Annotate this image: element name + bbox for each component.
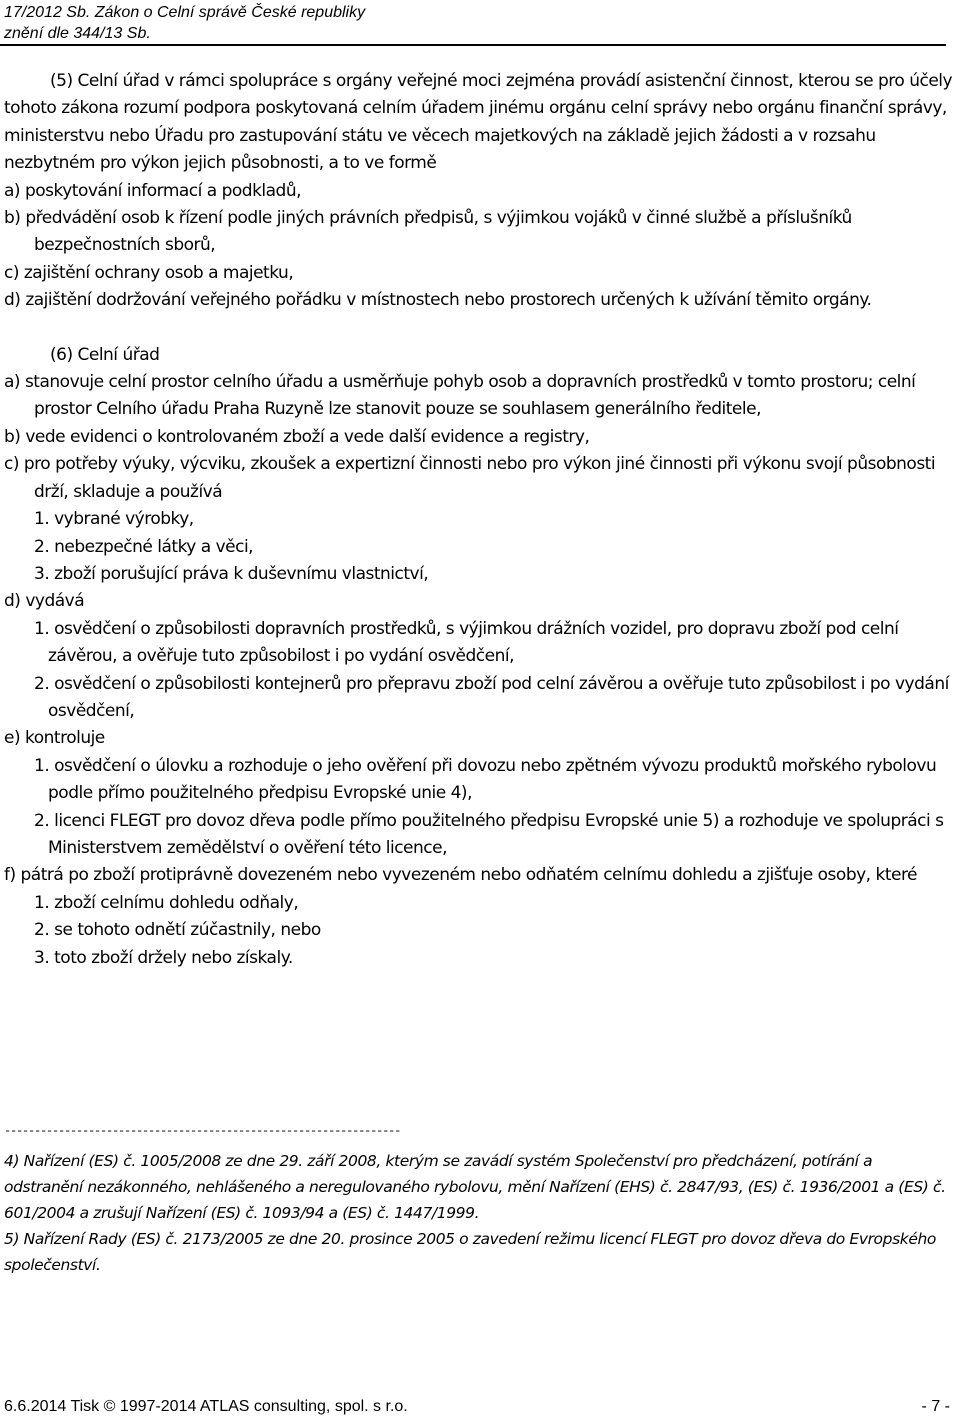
header-divider [0,44,946,46]
paragraph-6-item-d: d) vydává [4,591,85,612]
footnotes [4,1148,954,1278]
paragraph-6-item-c-3: 3. zboží porušující práva k duševnímu vlastnictví, [34,563,429,584]
paragraph-6-item-f-1: 1. zboží celnímu dohledu odňaly, [34,892,299,913]
paragraph-gap [4,315,960,342]
paragraph-6-item-d-2: 2. osvědčení o způsobilosti kontejnerů pro přepravu zboží pod celní závěrou a ověřuje tuto způsobilost i po vydání osvědčení, [34,673,949,721]
paragraph-6-title: (6) Celní úřad [50,344,160,365]
paragraph-5-item-a: a) poskytování informací a podkladů, [4,180,302,201]
paragraph-6-item-c: c) pro potřeby výuky, výcviku, zkoušek a expertizní činnosti nebo pro výkon jiné činnosti při výkonu svojí působnosti drží, skladuje a používá [4,454,936,502]
paragraph-5-item-d: d) zajištění dodržování veřejného pořádku v místnostech nebo prostorech určených k užívání těmito orgány. [4,290,872,311]
paragraph-6-item-e: e) kontroluje [4,728,105,749]
footnote-5: 5) Nařízení Rady (ES) č. 2173/2005 ze dne 20. prosince 2005 o zavedení režimu licencí FLEGT pro dovoz dřeva do Evropského společenství. [4,1230,936,1274]
paragraph-5 [4,68,960,315]
header-version: znění dle 344/13 Sb. [4,25,151,42]
paragraph-6-item-b: b) vede evidenci o kontrolovaném zboží a vede další evidence a registry, [4,426,590,447]
footer-print-info: 6.6.2014 Tisk © 1997-2014 ATLAS consulting, spol. s r.o. [4,1398,408,1415]
footnote-separator: ------------------------------------------------------------------ [4,1124,401,1138]
paragraph-5-item-c: c) zajištění ochrany osob a majetku, [4,262,294,283]
page-number: - 7 - [921,1398,950,1415]
paragraph-6 [4,342,960,972]
paragraph-5-intro: (5) Celní úřad v rámci spolupráce s orgány veřejné moci zejména provádí asistenční činnost, kterou se pro účely tohoto zákona rozumí podpora poskytovaná celním úřadem jinému orgánu celní správy nebo orgánu finanční správy, ministerstvu nebo Úřadu pro zastupování státu ve věcech majetkových na základě jejich žádosti a v rozsahu nezbytném pro výkon jejich působnosti, a to ve formě [4,71,953,174]
paragraph-5-item-b: b) předvádění osob k řízení podle jiných právních předpisů, s výjimkou vojáků v činné službě a příslušníků bezpečnostních sborů, [4,208,852,256]
paragraph-6-item-e-2: 2. licenci FLEGT pro dovoz dřeva podle přímo použitelného předpisu Evropské unie 5) a rozhoduje ve spolupráci s Ministerstvem zemědělství o ověření této licence, [34,810,944,858]
document-body [4,68,960,972]
paragraph-6-item-f: f) pátrá po zboží protiprávně dovezeném nebo vyvezeném nebo odňatém celnímu dohledu a zjišťuje osoby, které [4,865,918,886]
paragraph-6-item-e-1: 1. osvědčení o úlovku a rozhoduje o jeho ověření při dovozu nebo zpětném vývozu produktů mořského rybolovu podle přímo použitelného předpisu Evropské unie 4), [34,755,937,804]
paragraph-6-item-f-3: 3. toto zboží držely nebo získaly. [34,947,293,968]
paragraph-6-item-a: a) stanovuje celní prostor celního úřadu a usměrňuje pohyb osob a dopravních prostředků v tomto prostoru; celní prostor Celního úřadu Praha Ruzyně lze stanovit pouze se souhlasem generálního ředitele, [4,372,916,420]
page-header [4,2,944,44]
header-title: 17/2012 Sb. Zákon o Celní správě České republiky [4,4,366,21]
paragraph-6-item-d-1: 1. osvědčení o způsobilosti dopravních prostředků, s výjimkou drážních vozidel, pro dopravu zboží pod celní závěrou, a ověřuje tuto způsobilost i po vydání osvědčení, [34,618,899,667]
footnote-4: 4) Nařízení (ES) č. 1005/2008 ze dne 29. září 2008, kterým se zavádí systém Společenství pro předcházení, potírání a odstranění nezákonného, nehlášeného a neregulovaného rybolovu, mění Nařízení (EHS) č. 2847/93, (ES) č. 1936/2001 a (ES) č. 601/2004 a zrušují Nařízení (ES) č. 1093/94 a (ES) č. 1447/1999. [4,1152,946,1222]
paragraph-6-item-c-2: 2. nebezpečné látky a věci, [34,536,254,557]
paragraph-6-item-c-1: 1. vybrané výrobky, [34,509,194,530]
paragraph-6-item-f-2: 2. se tohoto odnětí zúčastnily, nebo [34,920,321,941]
